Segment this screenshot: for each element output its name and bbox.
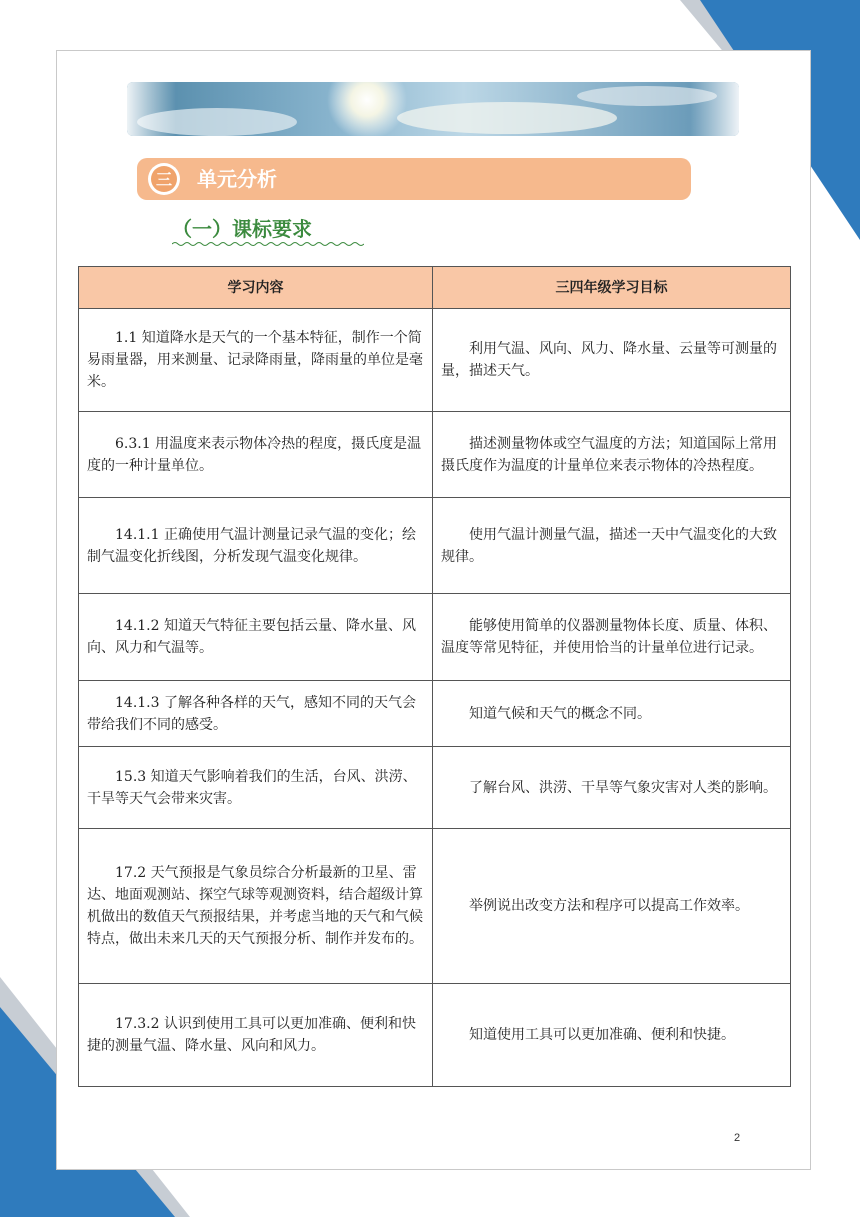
wavy-underline bbox=[172, 241, 364, 247]
goal-text: 知道使用工具可以更加准确、便利和快捷。 bbox=[469, 1027, 735, 1043]
goal-text: 了解台风、洪涝、干旱等气象灾害对人类的影响。 bbox=[469, 779, 777, 796]
table-row bbox=[79, 594, 791, 681]
chinese-numeral-three-badge-icon bbox=[147, 162, 181, 196]
goal-text: 描述测量物体或空气温度的方法；知道国际上常用摄氏度作为温度的计量单位来表示物体的冷热程度。 bbox=[441, 435, 777, 474]
table-row bbox=[79, 681, 791, 747]
content-cell bbox=[79, 747, 433, 829]
goal-cell bbox=[433, 594, 791, 681]
goal-text: 使用气温计测量气温，描述一天中气温变化的大致规律。 bbox=[441, 526, 777, 565]
subsection-title: （一）课标要求 bbox=[172, 217, 312, 241]
section-header-bar bbox=[137, 158, 691, 200]
content-text: 17.3.2 认识到使用工具可以更加准确、便利和快捷的测量气温、降水量、风向和风力。 bbox=[87, 1016, 416, 1054]
content-cell bbox=[79, 309, 433, 412]
content-cell bbox=[79, 412, 433, 498]
badge-numeral: 三 bbox=[155, 170, 173, 189]
column-header-content: 学习内容 bbox=[79, 267, 433, 309]
content-text: 1.1 知道降水是天气的一个基本特征，制作一个简易雨量器，用来测量、记录降雨量，降雨量的单位是毫米。 bbox=[87, 330, 423, 390]
goal-text: 利用气温、风向、风力、降水量、云量等可测量的量，描述天气。 bbox=[441, 341, 777, 379]
section-title: 单元分析 bbox=[197, 167, 277, 191]
content-cell bbox=[79, 498, 433, 594]
content-cell bbox=[79, 829, 433, 984]
page-number: 2 bbox=[734, 1132, 741, 1144]
goal-cell bbox=[433, 309, 791, 412]
goal-cell bbox=[433, 412, 791, 498]
goal-text: 能够使用简单的仪器测量物体长度、质量、体积、温度等常见特征，并使用恰当的计量单位进行记录。 bbox=[441, 618, 777, 656]
goal-cell bbox=[433, 681, 791, 747]
goal-text: 知道气候和天气的概念不同。 bbox=[469, 705, 651, 722]
content-text: 15.3 知道天气影响着我们的生活，台风、洪涝、干旱等天气会带来灾害。 bbox=[87, 768, 417, 807]
goal-cell bbox=[433, 498, 791, 594]
table-row bbox=[79, 498, 791, 594]
table-row bbox=[79, 309, 791, 412]
table-row bbox=[79, 984, 791, 1087]
goal-cell bbox=[433, 984, 791, 1087]
content-text: 14.1.1 正确使用气温计测量记录气温的变化；绘制气温变化折线图，分析发现气温变化规律。 bbox=[87, 526, 416, 565]
goal-text: 举例说出改变方法和程序可以提高工作效率。 bbox=[469, 898, 749, 914]
content-cell bbox=[79, 594, 433, 681]
table-row bbox=[79, 412, 791, 498]
sky-banner-image bbox=[127, 82, 739, 136]
goal-cell bbox=[433, 829, 791, 984]
content-cell bbox=[79, 984, 433, 1087]
table-header-row bbox=[79, 267, 791, 309]
content-text: 14.1.3 了解各种各样的天气，感知不同的天气会带给我们不同的感受。 bbox=[87, 694, 416, 733]
goal-cell bbox=[433, 747, 791, 829]
table-row bbox=[79, 829, 791, 984]
curriculum-table bbox=[78, 266, 791, 1087]
content-cell bbox=[79, 681, 433, 747]
content-text: 14.1.2 知道天气特征主要包括云量、降水量、风向、风力和气温等。 bbox=[87, 618, 416, 656]
content-text: 6.3.1 用温度来表示物体冷热的程度，摄氏度是温度的一种计量单位。 bbox=[87, 435, 422, 474]
content-text: 17.2 天气预报是气象员综合分析最新的卫星、雷达、地面观测站、探空气球等观测资料，结合超级计算机做出的数值天气预报结果，并考虑当地的天气和气候特点，做出未来几天的天气预报分析、制作并发布的。 bbox=[87, 865, 423, 947]
table-row bbox=[79, 747, 791, 829]
column-header-goal: 三四年级学习目标 bbox=[433, 267, 791, 309]
